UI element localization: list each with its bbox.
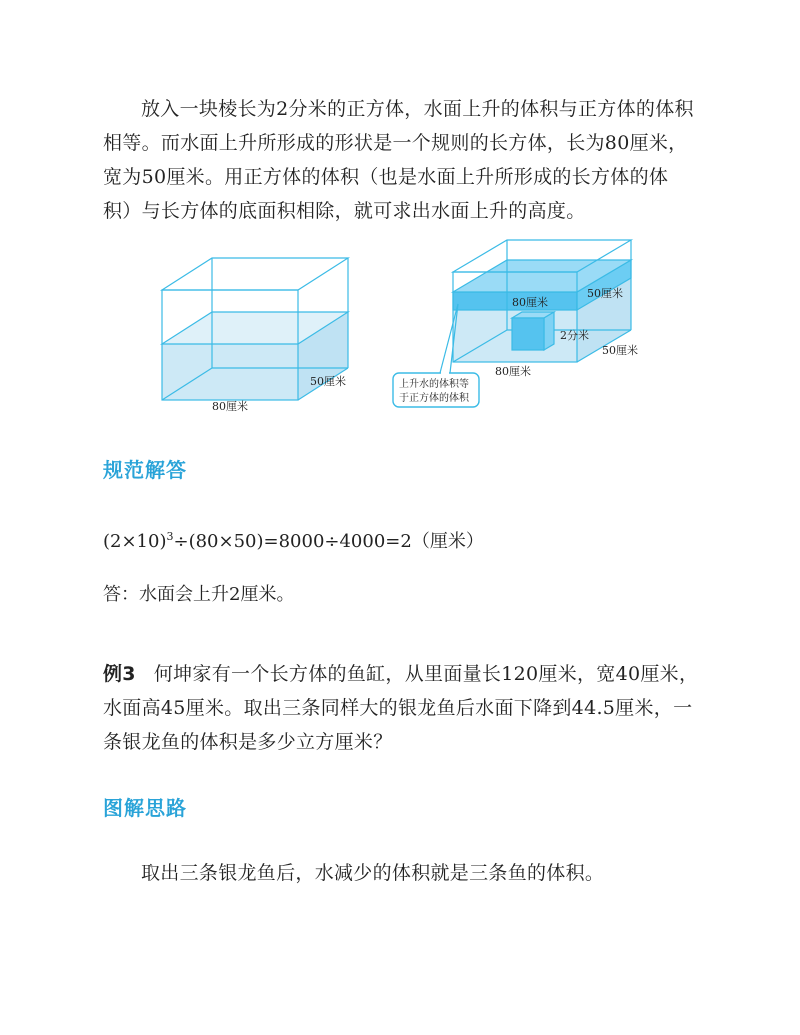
example3-line-2: 水面高45厘米。取出三条同样大的银龙鱼后水面下降到44.5厘米，一 <box>103 697 693 719</box>
formula-rest: ÷(80×50)=8000÷4000=2（厘米） <box>173 531 484 552</box>
example3-line-1-text: 何坤家有一个长方体的鱼缸，从里面量长120厘米，宽40厘米， <box>153 663 699 685</box>
intro-line-3: 宽为50厘米。用正方体的体积（也是水面上升所形成的长方体的体 <box>103 166 669 188</box>
callout-line-2: 于正方体的体积 <box>399 393 469 404</box>
diagram-hint-heading: 图解思路 <box>103 796 187 820</box>
intro-line-4: 积）与长方体的底面积相除，就可求出水面上升的高度。 <box>103 200 586 222</box>
cube-front <box>512 318 544 350</box>
solution-heading: 规范解答 <box>103 458 187 482</box>
solution-formula <box>103 527 484 553</box>
left-width-label: 50厘米 <box>310 375 346 388</box>
risen-width-label: 50厘米 <box>587 287 623 300</box>
cube-edge-label: 2分米 <box>560 329 589 342</box>
diagram-hint-paragraph <box>103 856 701 890</box>
formula-prefix: (2×10) <box>103 531 167 552</box>
diagram-hint-text: 取出三条银龙鱼后，水减少的体积就是三条鱼的体积。 <box>141 862 605 884</box>
intro-line-1: 放入一块棱长为2分米的正方体，水面上升的体积与正方体的体积 <box>141 98 694 120</box>
tank-figure <box>150 232 650 417</box>
example3-line-3: 条银龙鱼的体积是多少立方厘米？ <box>103 731 393 753</box>
example3-paragraph <box>103 657 701 759</box>
intro-line-2: 相等。而水面上升所形成的形状是一个规则的长方体，长为80厘米， <box>103 132 688 154</box>
right-width-label: 50厘米 <box>602 344 638 357</box>
right-length-label: 80厘米 <box>495 365 531 378</box>
example3-label: 例3 <box>103 663 136 685</box>
example3-line-1 <box>103 657 701 691</box>
left-water-front <box>162 344 298 400</box>
formula-exponent: 3 <box>166 530 174 543</box>
callout-line-1: 上升水的体积等 <box>399 379 469 390</box>
cube-side <box>544 312 554 350</box>
solution-answer: 答：水面会上升2厘米。 <box>103 584 295 605</box>
intro-paragraph <box>103 92 701 228</box>
risen-length-label: 80厘米 <box>512 296 548 309</box>
left-top-face <box>162 258 348 290</box>
left-length-label: 80厘米 <box>212 400 248 413</box>
